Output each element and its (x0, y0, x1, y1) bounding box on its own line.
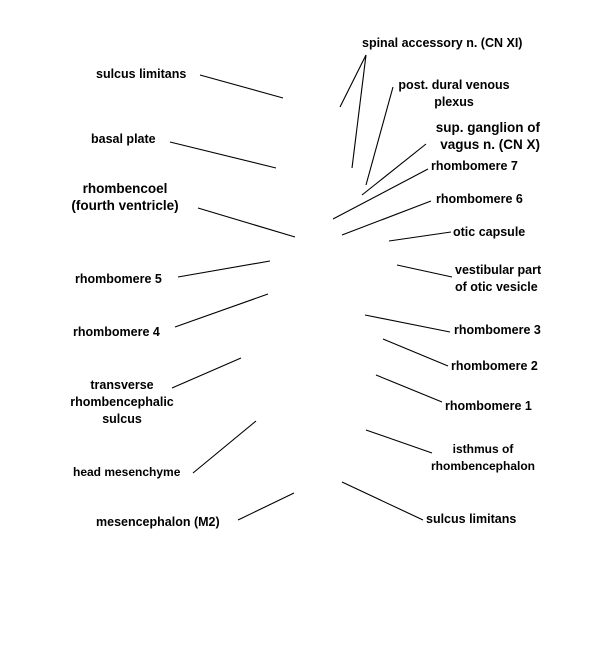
leader-line-mesencephalon (238, 493, 294, 520)
label-post-dural-line-2: plexus (434, 95, 474, 109)
label-transverse-sulcus-line-3: sulcus (102, 412, 142, 426)
label-rhombomere-3: rhombomere 3 (454, 323, 541, 337)
leader-line-rhombomere-1 (376, 375, 442, 402)
label-rhombomere-2: rhombomere 2 (451, 359, 538, 373)
leader-line-rhombomere-4 (175, 294, 268, 327)
label-spinal-accessory: spinal accessory n. (CN XI) (362, 36, 523, 50)
label-transverse-sulcus-line-1: transverse (90, 378, 154, 392)
leader-line-sulcus-limitans-left (200, 75, 283, 98)
label-transverse-sulcus-line-2: rhombencephalic (70, 395, 174, 409)
label-sup-ganglion-line-1: sup. ganglion of (435, 120, 540, 135)
label-basal-plate: basal plate (91, 132, 156, 146)
label-sulcus-limitans-left: sulcus limitans (96, 67, 187, 81)
label-isthmus-line-2: rhombencephalon (430, 459, 535, 473)
label-rhombomere-6: rhombomere 6 (436, 192, 523, 206)
leader-line-transverse-sulcus (172, 358, 241, 388)
label-otic-capsule: otic capsule (453, 225, 526, 239)
leader-line-basal-plate (170, 142, 276, 168)
leader-line-head-mesenchyme (193, 421, 256, 473)
label-rhombencoel (52, 180, 198, 214)
leader-line-spinal-accessory-b (352, 55, 366, 168)
leader-line-rhombomere-2 (383, 339, 448, 366)
leader-line-rhombomere-6 (342, 201, 431, 235)
label-post-dural-line-1: post. dural venous (398, 78, 510, 92)
label-rhombomere-4: rhombomere 4 (73, 325, 160, 339)
label-sulcus-limitans-right: sulcus limitans (426, 512, 517, 526)
label-vestibular-line-1: vestibular part (455, 263, 542, 277)
leader-line-rhombomere-5 (178, 261, 270, 277)
label-sup-ganglion-line-2: vagus n. (CN X) (440, 137, 540, 152)
leader-line-otic-capsule (389, 232, 451, 241)
label-sup-ganglion (410, 119, 540, 153)
label-isthmus (420, 441, 546, 475)
label-vestibular (455, 262, 541, 296)
label-isthmus-line-1: isthmus of (452, 442, 514, 456)
label-head-mesenchyme: head mesenchyme (73, 465, 181, 479)
leader-line-rhombencoel (198, 208, 295, 237)
label-transverse-sulcus (62, 377, 182, 428)
leader-line-sulcus-limitans-right (342, 482, 423, 520)
label-vestibular-line-2: of otic vesicle (455, 280, 538, 294)
leader-line-rhombomere-7 (333, 169, 428, 219)
label-rhombomere-7: rhombomere 7 (431, 159, 518, 173)
label-mesencephalon: mesencephalon (M2) (96, 515, 220, 529)
label-rhombomere-5: rhombomere 5 (75, 272, 162, 286)
label-rhombencoel-line-1: rhombencoel (82, 181, 168, 196)
label-rhombencoel-line-2: (fourth ventricle) (71, 198, 179, 213)
leader-line-spinal-accessory-a (340, 55, 366, 107)
label-post-dural (388, 77, 520, 111)
label-rhombomere-1: rhombomere 1 (445, 399, 532, 413)
leader-line-vestibular (397, 265, 452, 277)
leader-line-rhombomere-3 (365, 315, 450, 332)
